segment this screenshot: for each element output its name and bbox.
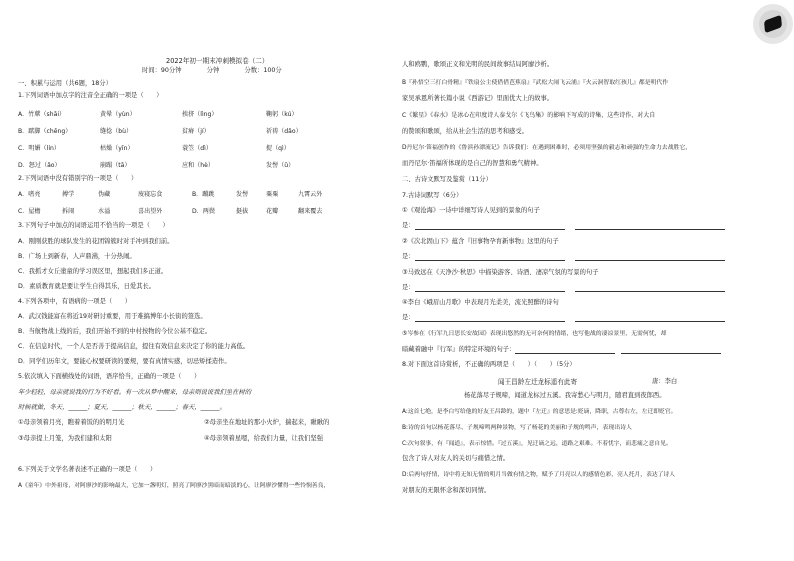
option: A．嗜亮 xyxy=(18,191,41,198)
option: A:这首七绝，是李白写给他的好友王昌龄的，题中『左迁』的意思是:贬谪，降职，古尊右左，左迁即贬官。 xyxy=(402,409,677,415)
prompt: ③马致远在《天净沙·秋思》中描染游客、诗酒、凄凉气氛的写景的句子 xyxy=(402,269,599,276)
option: 贫瘠（jí） xyxy=(182,128,210,135)
answer-line xyxy=(402,222,725,230)
answer-blank[interactable] xyxy=(515,347,615,354)
answer-line xyxy=(402,253,725,261)
option: B．踮脚（chēng） xyxy=(18,128,72,135)
option: 祈祷（dǎo） xyxy=(266,128,302,135)
answer-label: 是： xyxy=(402,222,415,229)
prompt: ④李白《峨眉山月歌》中表现月光柔美，流光照醉的诗句 xyxy=(402,299,559,306)
exam-meta: 时间：90分钟 分钟 分数：100分 xyxy=(142,67,282,74)
option: A《童年》中外祖母，对阿廖沙的影响最大，它加一盏明灯，照亮了阿廖沙黑暗而暗淡的心，让阿廖沙懂得一些怜悯善良， xyxy=(18,483,330,489)
poem-title: 闻王昌龄左迁龙标遥有此寄 xyxy=(498,378,578,386)
option: C．明媚（lín） xyxy=(18,145,60,152)
option: ①母亲领着月亮，瞧着着饭的的明月光 xyxy=(18,419,125,426)
question-2: 2.下列词语中没有错别字的一项是（ ） xyxy=(18,175,138,182)
poem-text: 杨花落尽子规啼，闻道龙标过五溪。我寄愁心与明月，随君直到夜郎西。 xyxy=(464,392,666,399)
option: B:诗的首句以杨花落尽、子规啼鸣两种景物，写了杨花的美丽和子规的鸣声，表现出诗人 xyxy=(402,425,632,431)
option: C．屋檐 xyxy=(18,208,41,215)
option: D．两鬓 xyxy=(192,208,215,215)
option: 喜出望外 xyxy=(138,208,163,215)
option: 粟粟 xyxy=(266,191,279,198)
option: 包含了诗人对友人的关切与痛惜之情。 xyxy=(402,455,510,462)
answer-blank[interactable] xyxy=(415,254,565,261)
option: 枯燥（yīn） xyxy=(100,145,134,152)
answer-blank[interactable] xyxy=(575,223,725,230)
option: 蓑笠（dì） xyxy=(182,145,212,152)
paragraph: B『孙悟空三打白骨精』『铁扇公主使借借芭蕉扇』『武松大闹飞云浦』『火云洞智取红孩儿』都是明代作 xyxy=(402,80,669,86)
option: 发髻（ǔ） xyxy=(266,162,295,169)
page-title: 2022年初一期末冲刺模拟卷（二） xyxy=(166,57,269,65)
paragraph: 家吴承恩所著长篇小说《西游记》里面优大上的故事。 xyxy=(402,95,554,102)
answer-blank[interactable] xyxy=(415,223,565,230)
answer-blank[interactable] xyxy=(621,347,721,354)
answer-blank[interactable] xyxy=(415,315,565,322)
answer-blank[interactable] xyxy=(575,254,725,261)
option: 鞠躬（kú） xyxy=(266,111,298,118)
question-3: 3.下列句子中加点的词语运用不恰当的一项是（ ） xyxy=(18,222,169,229)
option: 挨挤（lìng） xyxy=(182,111,218,118)
answer-label: 是： xyxy=(402,314,415,321)
option: C．我抓才女丘塗童的学习误区里，想起我们多正道。 xyxy=(18,268,168,275)
paragraph: 的赞颂和歌颂，给从社会生活的思考和感受。 xyxy=(402,128,528,135)
question-4: 4.下列各项中，有语病的一项是（ ） xyxy=(18,298,132,305)
paragraph: 而丹尼尔·笛福所体现的是自己的智慧和勇气精神。 xyxy=(402,160,543,167)
option: 拆闹 xyxy=(62,208,75,215)
prompt: ①《观沧海》一诗中详细写诗人见到的景象的句子 xyxy=(402,207,540,214)
prompt: ②《次北固山下》蕴含『旧事物孕育新事物』这里的句子 xyxy=(402,238,559,245)
option: B．蹦跳 xyxy=(192,191,215,198)
answer-label: 是： xyxy=(402,253,415,260)
option: B．当航物战上线的后，我们开始不到的中村按物的今位公基不稳定。 xyxy=(18,328,212,335)
option: 缝捻（bù） xyxy=(100,128,133,135)
option: C:次句叙事，有『闻道』，表示惊惜。『过五溪』，见迁谪之远，道路之艰难。不着忧字，而悲痛之意自见。 xyxy=(402,441,672,447)
option: 发髻 xyxy=(236,191,249,198)
option: A．竹蓆（shāi） xyxy=(18,111,66,118)
option: 挺拔 xyxy=(236,208,249,215)
answer-label: 是： xyxy=(402,284,415,291)
option: D．同学们历年文，要能心权要研读的要规，要有真情实感，切忌矫揉造作。 xyxy=(18,358,231,365)
question-5: 5.依次填入下面横线处的词语，语序恰当，正确的一项是（ ） xyxy=(18,373,201,380)
option: D:后两句抒情，诗中将无知无情的明月当做有情之物，赋予了月亮以人的感情色彩，亮人托月，表达了诗人 xyxy=(402,472,676,478)
option: D．怒过（ǎo） xyxy=(18,162,61,169)
option: 黄晕（yùn） xyxy=(100,111,136,118)
answer-line xyxy=(402,284,725,292)
paragraph: C《繁星》《春水》是冰心在印度诗人泰戈尔《飞鸟集》的影响下写成的诗集，这些诗作、对大自 xyxy=(402,112,656,119)
passage-text: 时候就做，冬天，______；夏天，______；秋天，______；春天，______。 xyxy=(18,404,226,411)
option: 捉（qì） xyxy=(266,145,290,152)
option: ②母亲坐在地址的那小火炉，揣起来，瞅瞅的 xyxy=(204,419,330,426)
question-1: 1.下列词语中加点字的注音全正确的一项是（ ） xyxy=(18,92,163,99)
answer-line xyxy=(402,346,721,354)
paragraph: D丹尼尔·笛福创作的《鲁滨孙漂流记》告诉我们：在遇到困难时，必须用坚强的毅志和顽强的生命力去战胜它， xyxy=(402,145,692,151)
passage-text: 年少轻轻，母亲就说我的行为不好看。有一次从梦中醒来，母亲则说说我们坐在树的 xyxy=(18,389,251,396)
section-heading: 二、古诗文默写及鉴赏（11分） xyxy=(402,176,492,183)
option: 九霄云外 xyxy=(298,191,323,198)
answer-line xyxy=(402,314,725,322)
answer-blank[interactable] xyxy=(575,285,725,292)
question-7: 7.古诗词默写（6分） xyxy=(402,192,463,199)
section-heading: 一、积累与运用（共6题，18分） xyxy=(18,80,112,87)
option: 崩蹋（tā） xyxy=(100,162,131,169)
prompt: ⑤岑参在《行军九日思长安故园》表现出悠然的无可奈何的情绪，也写他战的凄凉景里，无需何忧，却 xyxy=(402,331,667,337)
question-6: 6.下列关于文学名著表述不正确的一项是（ ） xyxy=(18,466,157,473)
poem-author: 唐：李白 xyxy=(652,378,678,385)
option: 对朋友的无限怀念和深切同情。 xyxy=(402,487,491,494)
option: 废寝忘食 xyxy=(138,191,163,198)
option: A．刚刚获胜的球队发生的花团锦簇时对手冲到我们前。 xyxy=(18,238,174,245)
answer-blank[interactable] xyxy=(415,285,565,292)
option: C．在信息时代，一个人是否善于提高信息，提往有效信息来决定了你的能力高低。 xyxy=(18,343,250,350)
option: ④母亲领着星嗯，给我们力量，让我们坚强 xyxy=(204,435,323,442)
option: D．素质教育就是要让学生自得其乐，日爱其长。 xyxy=(18,283,156,290)
option: 应和（hè） xyxy=(182,162,214,169)
option: 伪藏 xyxy=(98,191,111,198)
question-8: 8.对下面这首诗赏析，不正确的两项是（ ）（ ）（5分） xyxy=(402,361,576,368)
option: 花瓣 xyxy=(266,208,279,215)
answer-label: 暗藏着融中『行军』的特定环境的句子： xyxy=(402,346,516,353)
option: A．武汉钱能富在将近19对研讨重要，用于难搞博年小长街的签选。 xyxy=(18,313,207,320)
paragraph: 人和鸥鹦，歌颂正义和光明的民间故事结局阿廖沙析。 xyxy=(402,61,554,68)
stamp-seal-icon xyxy=(753,4,793,44)
option: ③母亲提上月笼，为我们建和太阳 xyxy=(18,435,112,442)
answer-blank[interactable] xyxy=(575,315,725,322)
option: B．广场上到新春，人声鼎沸，十分热闹。 xyxy=(18,253,136,260)
option: 水溢 xyxy=(98,208,111,215)
option: 搏学 xyxy=(62,191,75,198)
option: 翻来覆去 xyxy=(298,208,323,215)
